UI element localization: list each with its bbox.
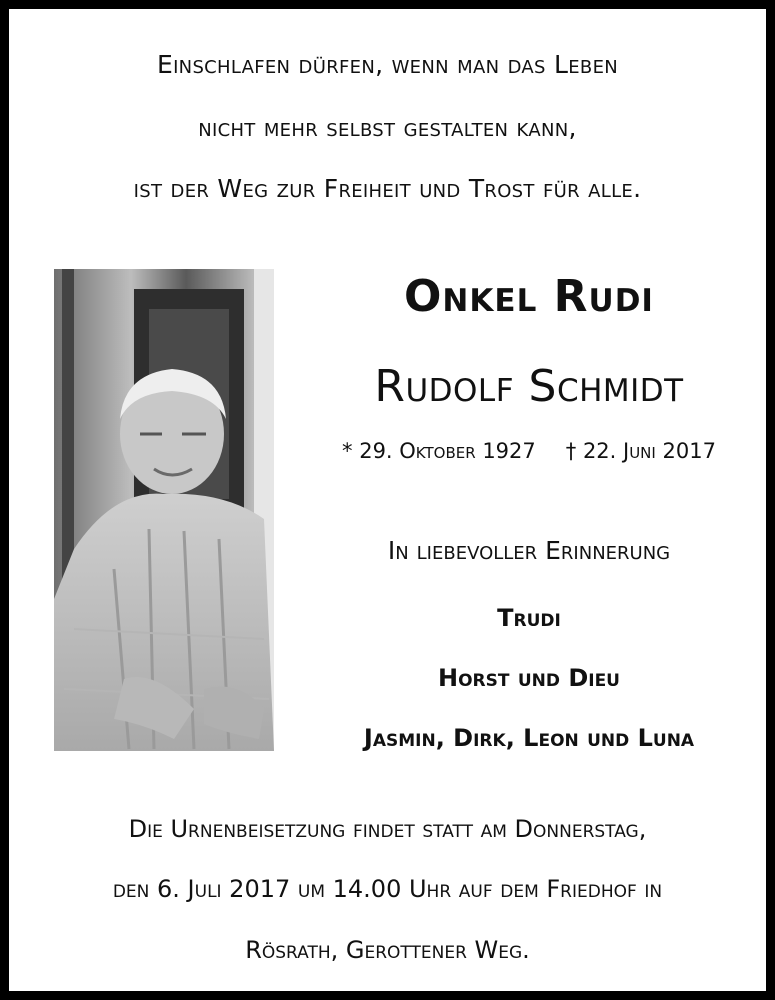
service-line-2: den 6. Juli 2017 um 14.00 Uhr auf dem Friedhof in (112, 875, 663, 903)
poem-line-1: Einschlafen dürfen, wenn man das Leben (156, 50, 619, 79)
service-line-1: Die Urnenbeisetzung findet statt am Donnerstag, (128, 815, 647, 843)
life-dates (299, 439, 759, 463)
poem-line-2: nicht mehr selbst gestalten kann, (198, 113, 577, 142)
service-line-3: Rösrath, Gerottener Weg. (245, 936, 530, 964)
birth-date: * 29. Oktober 1927 (342, 439, 536, 463)
remembrance-heading: In liebevoller Erinnerung (387, 536, 671, 565)
mourner-2: Horst und Dieu (438, 664, 620, 692)
poem-line-3: ist der Weg zur Freiheit und Trost für alle. (133, 174, 642, 203)
death-date: † 22. Juni 2017 (565, 439, 716, 463)
portrait-photo (54, 269, 274, 751)
mourner-1: Trudi (497, 604, 561, 632)
deceased-full-name: Rudolf Schmidt (374, 361, 684, 412)
mourner-3: Jasmin, Dirk, Leon und Luna (363, 724, 695, 752)
deceased-nickname: Onkel Rudi (404, 271, 654, 322)
